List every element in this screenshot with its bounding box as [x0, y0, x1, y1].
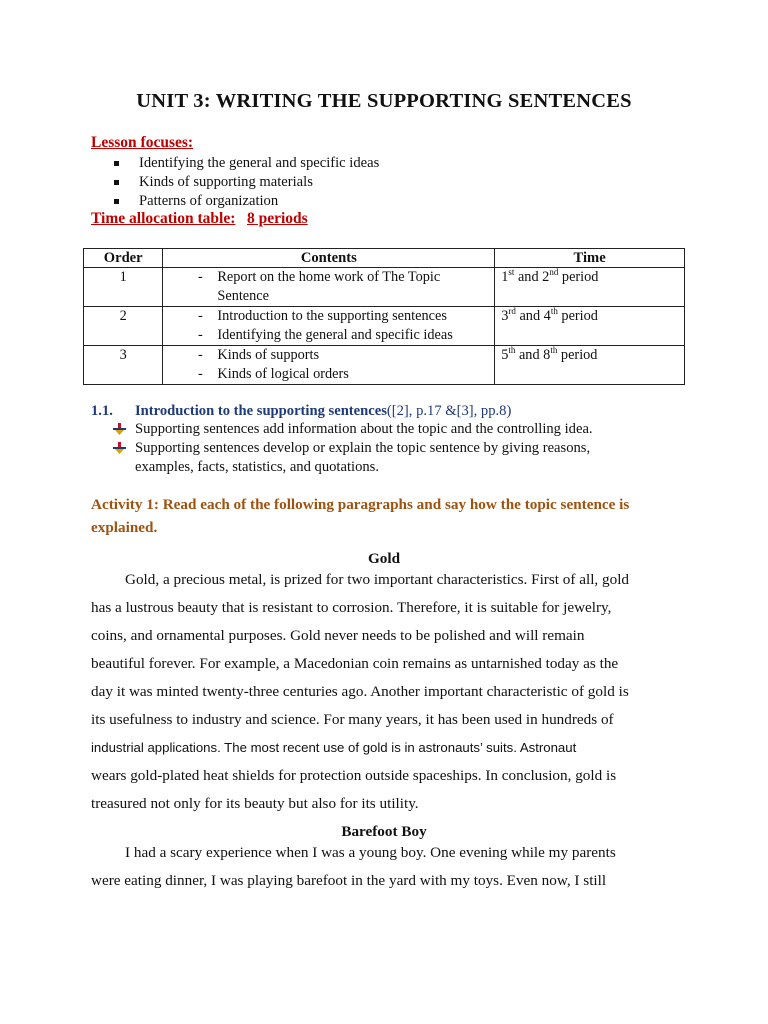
list-item: Identifying the general and specific ideas: [110, 154, 379, 173]
order-cell: 1: [84, 268, 163, 307]
column-header-order: Order: [84, 249, 163, 268]
section-heading: [91, 403, 511, 420]
time-cell: 1st and 2nd period: [495, 268, 685, 307]
lesson-focuses-list: [110, 154, 379, 211]
bullet-square-icon: [114, 161, 119, 166]
list-item: Patterns of organization: [110, 192, 379, 211]
list-item: Kinds of supporting materials: [110, 173, 379, 192]
order-cell: 2: [84, 307, 163, 346]
table-header-row: [84, 249, 685, 268]
table-row: [84, 346, 685, 385]
section-title: Introduction to the supporting sentences: [135, 403, 387, 419]
list-item-continuation: examples, facts, statistics, and quotations.: [135, 459, 379, 475]
barefoot-boy-title: Barefoot Boy: [341, 823, 427, 840]
list-item: Supporting sentences add information about the topic and the controlling idea.: [113, 420, 693, 439]
table-row: [84, 307, 685, 346]
lesson-focuses-label: Lesson focuses:: [91, 134, 194, 151]
column-header-time: Time: [495, 249, 685, 268]
barefoot-boy-paragraph: I had a scary experience when I was a young boy. One evening while my parents were eating dinner, I was playing barefoot in the yard with my toys. Even now, I still: [91, 844, 616, 889]
order-cell: 3: [84, 346, 163, 385]
supporting-sentences-points: [113, 420, 693, 477]
gold-title: Gold: [367, 550, 401, 567]
table-row: [84, 268, 685, 307]
bullet-square-icon: [114, 199, 119, 204]
arrow-bullet-icon: [113, 439, 135, 458]
time-allocation-value: 8 periods: [247, 210, 308, 227]
bullet-square-icon: [114, 180, 119, 185]
time-allocation-table: [83, 248, 685, 385]
contents-cell: - Kinds of supports - Kinds of logical orders: [163, 346, 495, 385]
column-header-contents: Contents: [163, 249, 495, 268]
section-reference: ([2], p.17 &[3], pp.8): [386, 403, 512, 419]
time-cell: 3rd and 4th period: [495, 307, 685, 346]
lesson-focuses-heading: [91, 134, 193, 152]
time-allocation-heading: [91, 210, 308, 228]
section-number: 1.1.: [91, 403, 113, 419]
time-allocation-label: Time allocation table:: [91, 210, 236, 227]
contents-cell: - Report on the home work of The Topic Sentence: [163, 268, 495, 307]
arrow-bullet-icon: [113, 420, 135, 439]
activity-1-instruction: Activity 1: Read each of the following paragraphs and say how the topic sentence is explained.: [91, 496, 630, 536]
gold-paragraph: Gold, a precious metal, is prized for two important characteristics. First of all, gold has a lustrous beauty that is resistant to corrosion. Therefore, it is suitable for jewelry, coins, and ornamental purposes. Gold never needs to be polished and will remain beautiful forever. For example, a Macedonian coin remains as untarnished today as the day it was minted twenty-three centuries ago. Another important characteristic of gold is its usefulness to industry and science. For many years, it has been used in hundreds of industrial applications. The most recent use of gold is in astronauts’ suits. Astronaut wears gold-plated heat shields for protection outside spaceships. In conclusion, gold is treasured not only for its beauty but also for its utility.: [91, 571, 630, 812]
page-title: UNIT 3: WRITING THE SUPPORTING SENTENCES: [136, 90, 632, 112]
list-item: Supporting sentences develop or explain the topic sentence by giving reasons,: [113, 439, 693, 458]
contents-cell: - Introduction to the supporting sentences - Identifying the general and specific ideas: [163, 307, 495, 346]
time-cell: 5th and 8th period: [495, 346, 685, 385]
